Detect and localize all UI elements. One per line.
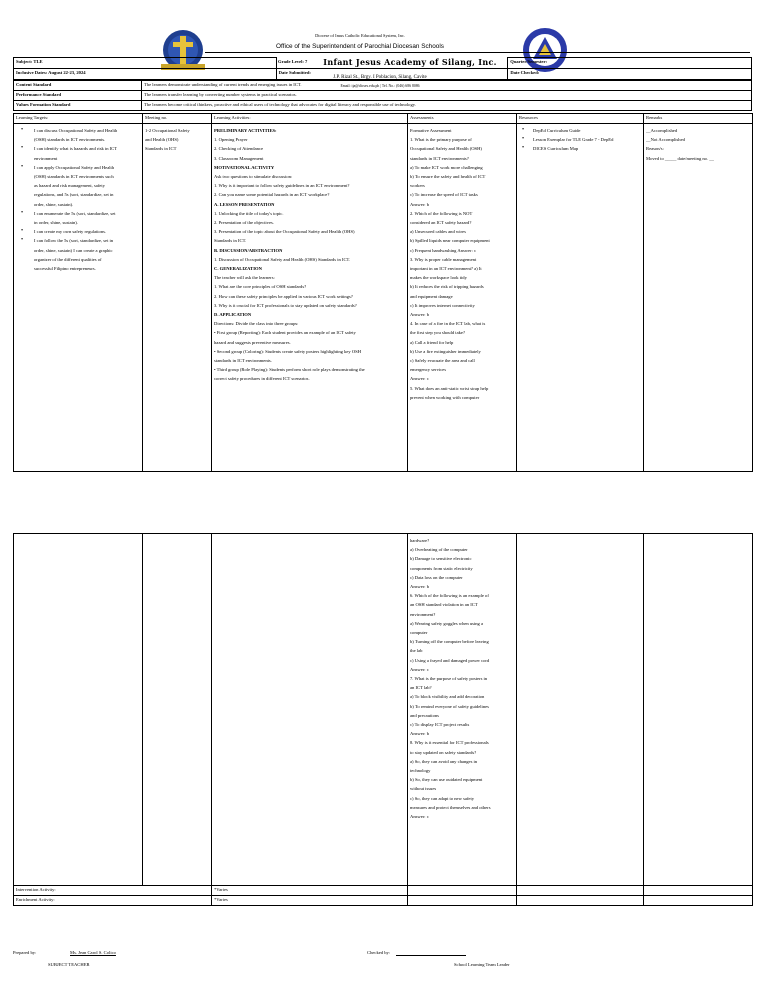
activity-line: 2. Presentation of the objectives. bbox=[214, 220, 274, 226]
resources-list bbox=[519, 126, 641, 154]
assessment-line: c) So, they can adapt to new safety bbox=[410, 795, 475, 801]
assessment-line: 5. What does an anti-static wrist strap help bbox=[410, 385, 489, 391]
activity-line: 1. Unlocking the title of today's topic. bbox=[214, 210, 284, 216]
assessment-line: a) Call a friend for help bbox=[410, 339, 454, 345]
learning-target-line: regulations, and 5s (sort, standardize, set in bbox=[34, 192, 114, 198]
assessment-line: 8. Why is it essential for ICT professionals bbox=[410, 740, 489, 746]
checked-by-label: Checked by: bbox=[367, 950, 391, 955]
assessment-line: makes the workspace look tidy bbox=[410, 275, 467, 281]
assessment-line: c) To display ICT project results bbox=[410, 722, 470, 728]
remarks-line: Reason/s: bbox=[646, 146, 664, 152]
subject-label: Subject: TLE bbox=[14, 58, 277, 69]
activity-line: hazard and suggests preventive measures. bbox=[214, 339, 291, 345]
content-standard-label: Content Standard bbox=[14, 81, 142, 91]
assessment-line: b) Use a fire extinguisher immediately bbox=[410, 348, 481, 354]
activity-line: 3. Why is it crucial for ICT professionals to stay updated on safety standards? bbox=[214, 302, 357, 308]
assessment-line: standards in ICT environments? bbox=[410, 155, 469, 161]
school-name: Infant Jesus Academy of Silang, Inc. bbox=[323, 57, 497, 67]
assessment-line: b) To remind everyone of safety guidelines bbox=[410, 703, 489, 709]
resource-item: • Lesson Exemplar for TLE Grade 7 - DepEd bbox=[519, 135, 641, 144]
checked-by-role: School Learning Team Leader bbox=[454, 962, 510, 967]
learning-target-line: • I can discuss Occupational Safety and Health bbox=[34, 128, 118, 133]
col-header-remarks: Remarks bbox=[644, 114, 753, 124]
assessment-line: c) Data loss on the computer bbox=[410, 574, 463, 580]
assessment-line: a) Wearing safety goggles when using a bbox=[410, 620, 484, 626]
assessments-cell-page1 bbox=[408, 124, 517, 472]
assessment-line: Answer: b bbox=[410, 584, 430, 590]
activity-line: • First group (Reporting): Each student provides an example of an ICT safety bbox=[214, 330, 356, 336]
assessment-line: c) It improves internet connectivity bbox=[410, 302, 475, 308]
learning-target-line: • I can follow the 5s (sort, standardize, set in bbox=[34, 238, 114, 244]
activity-line: 1. Opening Prayer bbox=[214, 137, 248, 143]
intervention-label: Intervention Activity: bbox=[14, 886, 212, 896]
activity-line: • Second group (Coloring): Students create safety posters highlighting key OSH bbox=[214, 348, 362, 354]
assessment-line: Answer: b bbox=[410, 731, 430, 737]
assessments-cell-page2 bbox=[408, 534, 517, 886]
assessment-line: Answer: c bbox=[410, 814, 429, 820]
meeting-line: 1-2 Occupational Safety bbox=[145, 128, 190, 133]
assessment-line: Answer: c bbox=[410, 376, 429, 382]
activity-line: • Third group (Role Playing): Students perform short role plays demonstrating the bbox=[214, 367, 365, 373]
standards-table bbox=[13, 80, 752, 111]
enrichment-label: Enrichment Activity: bbox=[14, 896, 212, 906]
prepared-by-label: Prepared by: bbox=[13, 950, 37, 955]
assessment-line: hardware? bbox=[410, 538, 430, 543]
date-submitted-label: Date Submitted: bbox=[276, 69, 508, 80]
assessment-line: the first step you should take? bbox=[410, 330, 465, 336]
activity-line: correct safety procedures in different ICT scenarios. bbox=[214, 376, 310, 382]
assessment-line: emergency services bbox=[410, 367, 447, 373]
assessment-line: an OSH standard violation in an ICT bbox=[410, 602, 478, 608]
activity-line: standards in ICT environments. bbox=[214, 358, 272, 364]
learning-target-item bbox=[16, 144, 140, 162]
inclusive-dates-label: Inclusive Dates: August 22-23, 2024 bbox=[14, 69, 277, 80]
activity-line: The teacher will ask the learners: bbox=[214, 275, 275, 281]
assessment-line: 7. What is the purpose of safety posters in bbox=[410, 676, 488, 682]
prepared-by-name: Ms. Jean Carol S. Colico bbox=[70, 950, 116, 955]
header-rule bbox=[205, 52, 750, 53]
activity-heading: C. GENERALIZATION bbox=[214, 266, 262, 272]
assessment-line: environment? bbox=[410, 611, 436, 617]
assessment-line: Answer: b bbox=[410, 201, 430, 207]
learning-target-line: • I can identify what is hazards and risk in ICT bbox=[34, 146, 118, 152]
assessment-line: b) It reduces the risk of tripping hazards bbox=[410, 284, 484, 290]
performance-standard-label: Performance Standard bbox=[14, 91, 142, 101]
values-standard-label: Values Formation Standard bbox=[14, 101, 142, 111]
meeting-line: and Health (OHS) bbox=[145, 137, 179, 143]
assessment-line: a) To block visibility and add decoration bbox=[410, 694, 485, 700]
intervention-value: *Varies bbox=[212, 886, 408, 896]
grade-level-label: Grade Level: 7 bbox=[278, 59, 308, 64]
assessment-line: c) Using a frayed and damaged power cord bbox=[410, 657, 490, 663]
assessment-line: components from static electricity bbox=[410, 565, 473, 571]
assessment-line: b) So, they can use outdated equipment bbox=[410, 777, 483, 783]
assessment-line: c) Safely evacuate the area and call bbox=[410, 358, 475, 364]
assessment-line: and precautions bbox=[410, 712, 439, 718]
learning-target-line: in order, shine, sustain). bbox=[34, 220, 78, 226]
activity-line: 1. Why is it important to follow safety guidelines in an ICT environment? bbox=[214, 183, 350, 189]
assessment-line: a) To make ICT work more challenging bbox=[410, 164, 483, 170]
assessment-line: computer bbox=[410, 630, 428, 636]
assessment-line: 1. What is the primary purpose of bbox=[410, 137, 472, 143]
learning-target-item bbox=[16, 227, 140, 236]
activity-line: Directions: Divide the class into three groups: bbox=[214, 321, 299, 327]
learning-target-item bbox=[16, 126, 140, 144]
learning-targets-cell bbox=[14, 124, 143, 472]
assessment-line: 3. Why is proper cable management bbox=[410, 256, 477, 262]
assessment-line: technology bbox=[410, 768, 431, 774]
remarks-cell bbox=[644, 124, 753, 472]
assessment-line: 4. In case of a fire in the ICT lab, what is bbox=[410, 321, 486, 327]
assessment-line: b) Spilled liquids near computer equipment bbox=[410, 238, 490, 244]
meeting-cell bbox=[143, 124, 212, 472]
date-checked-label: Date Checked: bbox=[508, 69, 752, 80]
assessment-line: and equipment damage bbox=[410, 293, 453, 299]
activity-heading: B. DISCUSSION/ABSTRACTION bbox=[214, 247, 283, 253]
assessment-line: important in an ICT environment? a) It bbox=[410, 266, 482, 272]
assessment-line: a) So, they can avoid any changes in bbox=[410, 758, 478, 764]
assessment-line: considered an ICT safety hazard? bbox=[410, 220, 472, 226]
office-line: Office of the Superintendent of Parochial Diocesan Schools bbox=[276, 43, 444, 50]
col-header-assessments: Assessments bbox=[408, 114, 517, 124]
resource-item: • DepEd Curriculum Guide bbox=[519, 126, 641, 135]
learning-target-line: successful Filipino entrepreneurs. bbox=[34, 266, 96, 272]
activity-heading: MOTIVATIONAL ACTIVITY bbox=[214, 164, 275, 170]
activity-line: 2. Checking of Attendance bbox=[214, 146, 263, 152]
learning-target-item bbox=[16, 163, 140, 209]
assessment-line: without issues bbox=[410, 786, 437, 792]
assessment-line: 6. Which of the following is an example of bbox=[410, 593, 489, 599]
col-header-learning-targets: Learning Targets: bbox=[14, 114, 143, 124]
assessment-line: b) To ensure the safety and health of ICT bbox=[410, 174, 486, 180]
assessment-line: to stay updated on safety standards? bbox=[410, 749, 477, 755]
content-standard-value: The learners demonstrate understanding of current trends and emerging issues in ICT. bbox=[142, 81, 752, 91]
learning-target-item bbox=[16, 209, 140, 227]
assessment-line: an ICT lab? bbox=[410, 685, 432, 691]
learning-target-line: order, shine, sustain). bbox=[34, 201, 74, 207]
resource-item: • DICES Curriculum Map bbox=[519, 144, 641, 153]
assessment-line: a) Unsecured cables and wires bbox=[410, 229, 466, 235]
assessment-line: 2. Which of the following is NOT bbox=[410, 210, 473, 216]
assessment-line: Formative Assessment bbox=[410, 128, 452, 133]
school-email: Email: ija@dicses.edu.ph | Tel. No.: (046) 686 8086 bbox=[340, 84, 420, 88]
activity-line: Standards in ICT. bbox=[214, 238, 247, 244]
learning-target-line: • I can enumerate the 5s (sort, standardize, set bbox=[34, 210, 116, 216]
quarter-label: Quarter/Semester: bbox=[508, 58, 752, 69]
learning-target-line: environment bbox=[34, 155, 58, 161]
remarks-line: Moved to _____ date/meeting no. __ bbox=[646, 155, 714, 161]
activity-heading: PRELIMINARY ACTIVITIES: bbox=[214, 128, 277, 133]
col-header-meeting: Meeting no. bbox=[143, 114, 212, 124]
activities-cell bbox=[212, 124, 408, 472]
values-standard-value: The learners become critical thinkers, proactive and ethical users of technology that advocates for digital literacy and responsible use of technology. bbox=[142, 101, 752, 111]
assessment-line: c) To increase the speed of ICT tasks bbox=[410, 192, 478, 198]
remarks-line: __Accomplished bbox=[646, 128, 678, 133]
remarks-line: __Not Accomplished bbox=[646, 137, 685, 143]
col-header-resources: Resources bbox=[517, 114, 644, 124]
meeting-line: Standards in ICT bbox=[145, 146, 177, 152]
performance-standard-value: The learners transfer learning by converting number systems in practical scenarios. bbox=[142, 91, 752, 101]
assessment-line: Answer: b bbox=[410, 312, 430, 318]
learning-target-line: • I can apply Occupational Safety and Health bbox=[34, 164, 115, 170]
school-address: J.P. Rizal St., Brgy. I Poblacion, Silang, Cavite bbox=[333, 75, 427, 80]
activity-line: 3. Presentation of the topic about the Occupational Safety and Health (OHS) bbox=[214, 229, 355, 235]
lesson-plan-table-page1 bbox=[13, 113, 753, 472]
assessment-line: measures and protect themselves and others bbox=[410, 804, 491, 810]
assessment-line: Occupational Safety and Health (OSH) bbox=[410, 146, 482, 152]
assessment-line: the lab bbox=[410, 648, 423, 654]
assessment-line: Answer: c bbox=[410, 666, 429, 672]
diocese-line: Diocese of Imus Catholic Educational System, Inc. bbox=[315, 33, 405, 38]
prepared-by-role: SUBJECT TEACHER bbox=[48, 962, 90, 967]
learning-target-line: organizer of the different qualities of bbox=[34, 256, 102, 262]
learning-target-line: order, shine, sustain) I can create a graphic bbox=[34, 247, 113, 253]
assessment-line: c) Frequent handwashing Answer: c bbox=[410, 247, 477, 253]
checked-by-signature-line bbox=[396, 955, 466, 956]
activity-line: 1. Discussion of Occupational Safety and Health (OHS) Standards in ICT. bbox=[214, 256, 351, 262]
col-header-activities: Learning Activities: bbox=[212, 114, 408, 124]
activity-heading: A. LESSON PRESENTATION bbox=[214, 201, 275, 207]
lesson-plan-table-page2 bbox=[13, 533, 753, 906]
assessment-line: a) Overheating of the computer bbox=[410, 547, 468, 553]
learning-target-line: as hazard and risk management, safety bbox=[34, 183, 105, 189]
learning-targets-list bbox=[16, 126, 140, 273]
learning-target-line: (OSH) standards in ICT environments. bbox=[34, 137, 106, 143]
enrichment-value: *Varies bbox=[212, 896, 408, 906]
activity-heading: D. APPLICATION bbox=[214, 312, 252, 318]
resources-cell bbox=[517, 124, 644, 472]
activity-line: 3. Classroom Management bbox=[214, 155, 264, 161]
assessment-line: b) Turning off the computer before leaving bbox=[410, 639, 489, 645]
activity-line: 2. Can you name some potential hazards in an ICT workplace? bbox=[214, 192, 330, 198]
activity-line: Ask two questions to stimulate discussion: bbox=[214, 174, 293, 180]
learning-target-line: (OSH) standards in ICT environments such bbox=[34, 174, 114, 180]
learning-target-item bbox=[16, 236, 140, 273]
assessment-line: workers bbox=[410, 183, 425, 189]
activity-line: 2. How can these safety principles be applied in various ICT work settings? bbox=[214, 293, 353, 299]
activity-line: 1. What are the core principles of OSH standards? bbox=[214, 284, 307, 290]
assessment-line: b) Damage to sensitive electronic bbox=[410, 556, 472, 562]
learning-target-line: • I can create my own safety regulations. bbox=[34, 229, 107, 235]
assessment-line: prevent when working with computer bbox=[410, 394, 480, 400]
